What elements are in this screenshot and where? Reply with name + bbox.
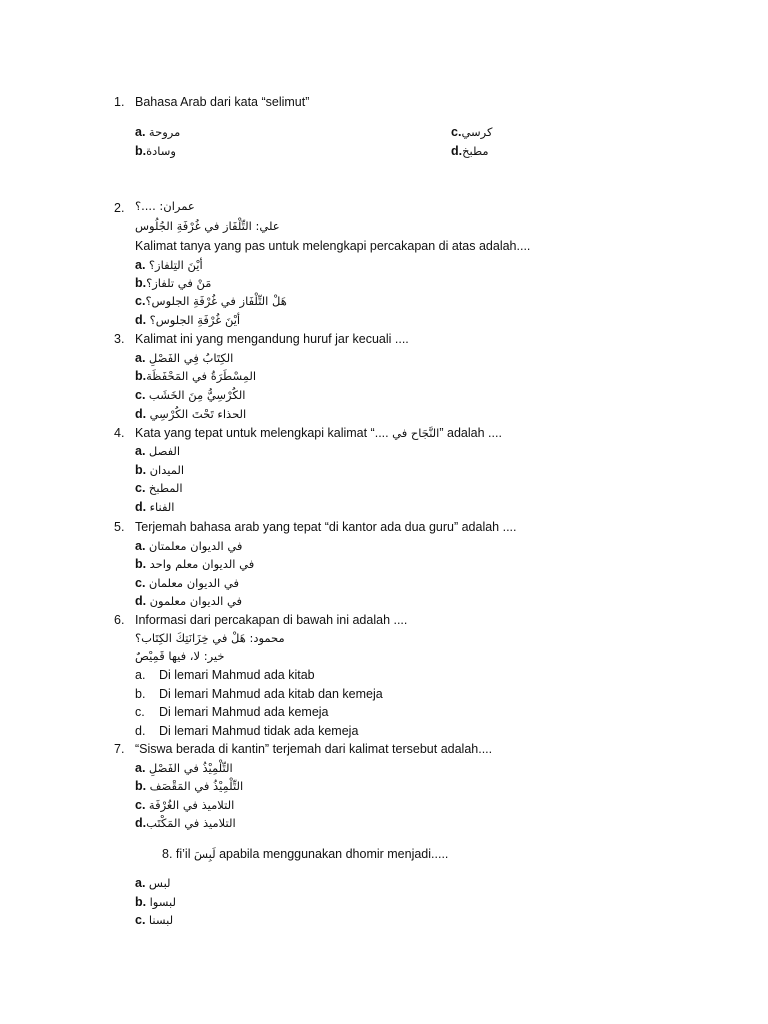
q8-a-arabic: لبس: [148, 876, 171, 890]
q1-b-arabic: وسادة: [146, 144, 176, 158]
q6-option-d-letter: d.: [135, 724, 146, 738]
q4-text: [135, 425, 502, 441]
q1-b-letter: b.: [135, 144, 147, 158]
q2-option-a: [135, 257, 203, 273]
q3-d-letter: d.: [135, 407, 147, 421]
q4-c-arabic: المطبخ: [148, 481, 183, 495]
q6-option-b-letter: b.: [135, 687, 146, 701]
q6-number: 6.: [114, 613, 125, 627]
q1-c-letter: c.: [451, 125, 462, 139]
q5-text: Terjemah bahasa arab yang tepat “di kantor ada dua guru” adalah ....: [135, 520, 517, 534]
q3-c-letter: c.: [135, 388, 146, 402]
q5-a-letter: a.: [135, 539, 146, 553]
q5-d-arabic: في الديوان معلمون: [149, 594, 243, 608]
q6-text: Informasi dari percakapan di bawah ini adalah ....: [135, 613, 408, 627]
q2-dialog-line-1: عمران: ....؟: [135, 199, 195, 213]
q2-option-d: [135, 312, 240, 328]
q7-a-arabic: التِّلْمِيْذُ في الفَصْلِ: [148, 761, 233, 775]
q8-text-arabic: لَبِسَ: [193, 847, 216, 861]
q8-b-letter: b.: [135, 895, 147, 909]
q8-option-a: [135, 875, 171, 891]
q3-a-letter: a.: [135, 351, 146, 365]
q5-option-b: [135, 556, 254, 572]
q7-c-arabic: التلاميذ في الغُرْفَة: [148, 798, 235, 812]
q7-b-letter: b.: [135, 779, 147, 793]
q2-b-arabic: مَنْ في تلفاز؟: [146, 276, 212, 290]
q2-number: 2.: [114, 201, 125, 215]
q3-d-arabic: الحذاء تَحْتَ الكُرْسِي: [149, 407, 247, 421]
q8-c-arabic: لبسنا: [148, 913, 174, 927]
q4-option-b: [135, 462, 184, 478]
q6-dialog-line-2: خير: لا، فيها قَمِيْصٌ: [135, 649, 225, 663]
q4-d-arabic: الفناء: [149, 500, 175, 514]
q3-number: 3.: [114, 332, 125, 346]
q2-text: Kalimat tanya yang pas untuk melengkapi percakapan di atas adalah....: [135, 239, 531, 253]
q1-a-arabic: مروحة: [148, 125, 181, 139]
q3-option-c: [135, 387, 245, 403]
q2-a-letter: a.: [135, 258, 146, 272]
q6-option-a-letter: a.: [135, 668, 146, 682]
q1-option-a: [135, 124, 180, 140]
q8-text-post: apabila menggunakan dhomir menjadi.....: [219, 847, 449, 861]
q5-d-letter: d.: [135, 594, 147, 608]
q8-a-letter: a.: [135, 876, 146, 890]
q4-d-letter: d.: [135, 500, 147, 514]
q3-b-letter: b.: [135, 369, 147, 383]
q8-text-pre: 8. fi’il: [162, 847, 191, 861]
q4-option-d: [135, 499, 175, 515]
q4-option-c: [135, 480, 183, 496]
q1-d-arabic: مطبخ: [462, 144, 489, 158]
q1-option-c: [451, 124, 492, 140]
q1-c-arabic: كرسي: [461, 125, 493, 139]
q3-a-arabic: الكِتَابُ فِي الفَصْلِ: [148, 351, 234, 365]
q8-text: [162, 846, 448, 862]
q5-c-arabic: في الديوان معلمان: [148, 576, 239, 590]
q7-option-b: [135, 778, 243, 794]
q8-option-c: [135, 912, 173, 928]
q1-d-letter: d.: [451, 144, 463, 158]
q7-d-letter: d.: [135, 816, 147, 830]
q3-option-b: [135, 368, 256, 384]
q8-b-arabic: لبسوا: [149, 895, 176, 909]
q7-option-c: [135, 797, 234, 813]
q1-option-b: [135, 143, 176, 159]
q5-option-a: [135, 538, 242, 554]
q7-d-arabic: التلاميذ في المَكْتَب: [146, 816, 236, 830]
q2-c-arabic: هَلْ التِّلْفَاز في غُرْفَةِ الجلوس؟: [145, 294, 287, 308]
q7-option-d: [135, 815, 236, 831]
q4-number: 4.: [114, 426, 125, 440]
q2-d-arabic: أيْنَ غُرْفَةِ الجلوس؟: [149, 313, 241, 327]
q2-a-arabic: أيْنَ التِلفاز؟: [148, 258, 203, 272]
q3-option-a: [135, 350, 233, 366]
q6-dialog-line-1: محمود: هَلْ في خِزَانَتِكَ الكِتَاب؟: [135, 631, 285, 645]
q2-d-letter: d.: [135, 313, 147, 327]
q5-b-arabic: في الديوان معلم واحد: [149, 557, 255, 571]
q2-dialog-line-2: علي: التِّلْفَاز في غُرْفَةِ الجُلُوس: [135, 219, 280, 233]
q7-option-a: [135, 760, 233, 776]
q3-option-d: [135, 406, 246, 422]
q7-text: “Siswa berada di kantin” terjemah dari kalimat tersebut adalah....: [135, 742, 493, 756]
q4-option-a: [135, 443, 180, 459]
q4-a-arabic: الفصل: [148, 444, 181, 458]
q4-b-letter: b.: [135, 463, 147, 477]
q3-c-arabic: الكُرْسِيُّ مِنَ الخَشَب: [148, 388, 246, 402]
q7-number: 7.: [114, 742, 125, 756]
q2-b-letter: b.: [135, 276, 147, 290]
q6-option-a-text: Di lemari Mahmud ada kitab: [159, 668, 315, 682]
q5-number: 5.: [114, 520, 125, 534]
q2-option-b: [135, 275, 211, 291]
q4-text-arabic: النَّجَاح في: [392, 426, 440, 440]
q1-a-letter: a.: [135, 125, 146, 139]
q7-b-arabic: التِّلْمِيْذُ في المَقْصَف: [149, 779, 244, 793]
q1-number: 1.: [114, 95, 125, 109]
q6-option-d-text: Di lemari Mahmud tidak ada kemeja: [159, 724, 359, 738]
q3-b-arabic: المِسْطَرَةُ في المَحْفَظَة: [146, 369, 257, 383]
q8-option-b: [135, 894, 176, 910]
q2-option-c: [135, 293, 287, 309]
q7-c-letter: c.: [135, 798, 146, 812]
q5-option-d: [135, 593, 242, 609]
q5-b-letter: b.: [135, 557, 147, 571]
q5-a-arabic: في الديوان معلمتان: [148, 539, 243, 553]
q4-text-pre: Kata yang tepat untuk melengkapi kalimat “....: [135, 426, 389, 440]
q4-c-letter: c.: [135, 481, 146, 495]
q4-a-letter: a.: [135, 444, 146, 458]
q6-option-c-letter: c.: [135, 705, 145, 719]
q1-option-d: [451, 143, 489, 159]
q6-option-c-text: Di lemari Mahmud ada kemeja: [159, 705, 329, 719]
q5-option-c: [135, 575, 239, 591]
q7-a-letter: a.: [135, 761, 146, 775]
q3-text: Kalimat ini yang mengandung huruf jar kecuali ....: [135, 332, 409, 346]
q4-text-post: ” adalah ....: [439, 426, 502, 440]
q4-b-arabic: الميدان: [149, 463, 185, 477]
q5-c-letter: c.: [135, 576, 146, 590]
q6-option-b-text: Di lemari Mahmud ada kitab dan kemeja: [159, 687, 383, 701]
q8-c-letter: c.: [135, 913, 146, 927]
q2-c-letter: c.: [135, 294, 146, 308]
q1-text: Bahasa Arab dari kata “selimut”: [135, 95, 310, 109]
